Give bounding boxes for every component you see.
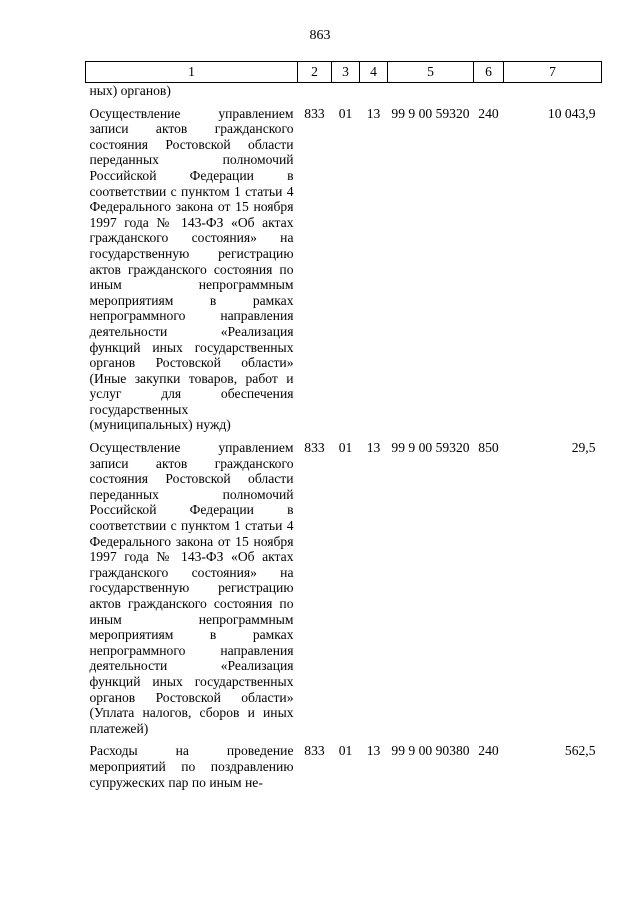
table-row (86, 99, 602, 433)
row-admin-code: 833 (304, 440, 325, 456)
row-amount: 562,5 (564, 743, 596, 759)
column-header-1: 1 (86, 62, 298, 83)
row-section: 01 (338, 743, 353, 759)
row-amount: 29,5 (571, 440, 596, 456)
row-expense-type: 240 (478, 743, 499, 759)
header-row (86, 62, 602, 83)
continuation-text: ных) органов) (89, 83, 171, 98)
row-expense-type: 850 (478, 440, 499, 456)
column-header-5: 5 (388, 62, 474, 83)
row-admin-code: 833 (304, 105, 325, 121)
row-description: Осуществление управлением записи актов гражданского состояния Ростовской области переданных полномочий Российской Федерации в соответствии с пунктом 1 статьи 4 Федерального закона от 15 ноября 1997 года № 143-ФЗ «Об актах гражданского состояния» на государственную регистрацию актов гражданского состояния по иным непрограммным мероприятиям в рамках непрограммного направления деятельности «Реализация функций иных государственных органов Ростовской области» (Уплата налогов, сборов и иных платежей) (89, 440, 294, 736)
row-admin-code: 833 (304, 743, 325, 759)
column-header-4: 4 (360, 62, 388, 83)
row-section: 01 (338, 105, 353, 121)
column-header-7: 7 (504, 62, 602, 83)
column-header-6: 6 (474, 62, 504, 83)
row-description: Осуществление управлением записи актов гражданского состояния Ростовской области переданных полномочий Российской Федерации в соответствии с пунктом 1 статьи 4 Федерального закона от 15 ноября 1997 года № 143-ФЗ «Об актах гражданского состояния» на государственную регистрацию актов гражданского состояния по иным непрограммным мероприятиям в рамках непрограммного направления деятельности «Реализация функций иных государственных органов Ростовской области» (Иные закупки товаров, работ и услуг для обеспечения государственных (муниципальных) нужд) (89, 105, 294, 433)
column-header-3: 3 (332, 62, 360, 83)
table-row (86, 736, 602, 790)
row-expense-type: 240 (478, 105, 499, 121)
row-subsection: 13 (366, 743, 381, 759)
table-row-continuation (86, 83, 602, 99)
row-subsection: 13 (366, 105, 381, 121)
row-amount: 10 043,9 (547, 105, 596, 121)
table-row (86, 433, 602, 736)
row-target-article: 99 9 00 59320 (391, 105, 470, 121)
table-header (86, 62, 602, 83)
budget-table (85, 61, 602, 790)
row-section: 01 (338, 440, 353, 456)
row-subsection: 13 (366, 440, 381, 456)
row-target-article: 99 9 00 90380 (391, 743, 470, 759)
row-description: Расходы на проведение мероприятий по поздравлению супружеских пар по иным не- (89, 743, 294, 790)
page-number: 863 (309, 28, 331, 43)
row-target-article: 99 9 00 59320 (391, 440, 470, 456)
column-header-2: 2 (298, 62, 332, 83)
